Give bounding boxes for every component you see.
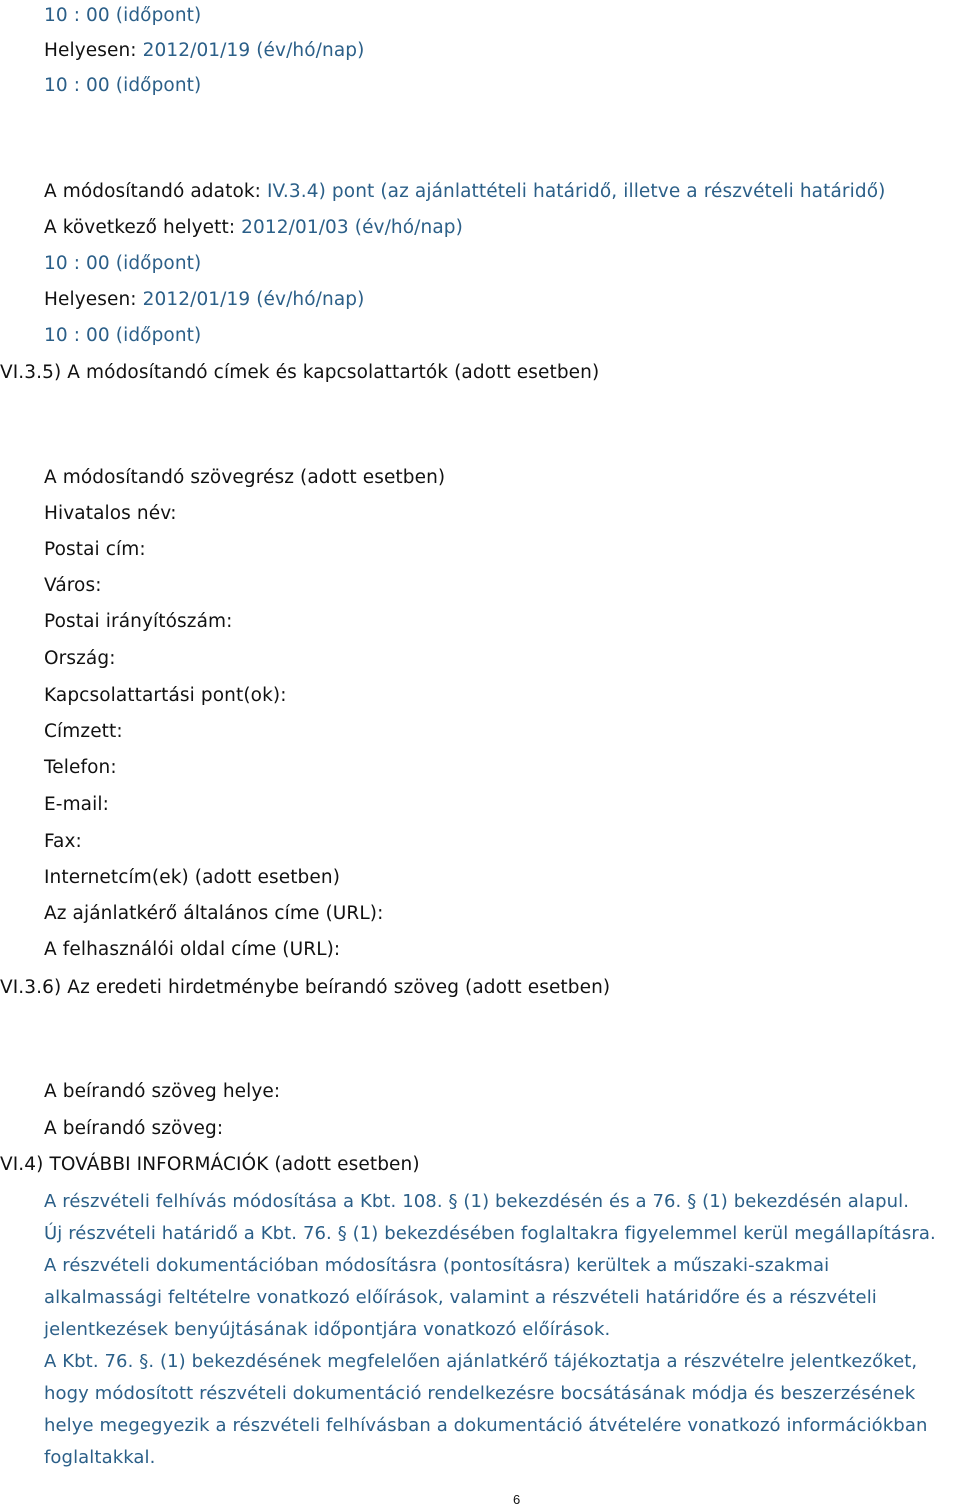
address-field: Kapcsolattartási pont(ok):: [44, 685, 287, 706]
time-line: 10 : 00 (időpont): [44, 5, 202, 26]
time-line: 10 : 00 (időpont): [44, 75, 202, 96]
modified-data-label: A módosítandó adatok:: [44, 181, 267, 202]
address-field: Ország:: [44, 648, 116, 669]
instead-time: 10 : 00 (időpont): [44, 253, 202, 274]
address-field: Postai cím:: [44, 539, 146, 560]
address-field: Postai irányítószám:: [44, 611, 233, 632]
address-field: Város:: [44, 575, 102, 596]
instead-line: [44, 216, 463, 240]
insert-field: A beírandó szöveg helye:: [44, 1081, 281, 1102]
insert-field: A beírandó szöveg:: [44, 1118, 224, 1139]
info-line: Új részvételi határidő a Kbt. 76. § (1) bekezdésében foglaltakra figyelemmel kerül megállapításra.: [44, 1223, 936, 1244]
section-heading-vi-3-5: VI.3.5) A módosítandó címek és kapcsolattartók (adott esetben): [0, 362, 600, 383]
address-field: A módosítandó szövegrész (adott esetben): [44, 467, 446, 488]
modified-data-ref: IV.3.4) pont (az ajánlattételi határidő, illetve a részvételi határidő): [267, 181, 886, 202]
address-field: E-mail:: [44, 794, 109, 815]
section-heading-vi-3-6: VI.3.6) Az eredeti hirdetménybe beírandó szöveg (adott esetben): [0, 977, 611, 998]
correct-date: 2012/01/19 (év/hó/nap): [142, 289, 365, 310]
page-number: 6: [513, 1492, 521, 1507]
info-line: A részvételi dokumentációban módosításra (pontosításra) kerültek a műszaki-szakmai: [44, 1255, 830, 1276]
modified-data-line: [44, 180, 885, 204]
info-line: foglaltakkal.: [44, 1447, 156, 1468]
info-line: A Kbt. 76. §. (1) bekezdésének megfelelően ajánlatkérő tájékoztatja a részvételre jelentkezőket,: [44, 1351, 918, 1372]
info-line: jelentkezések benyújtásának időpontjára vonatkozó előírások.: [44, 1319, 611, 1340]
instead-date: 2012/01/03 (év/hó/nap): [241, 217, 463, 238]
section-heading-vi-4: VI.4) TOVÁBBI INFORMÁCIÓK (adott esetben): [0, 1154, 420, 1175]
info-line: A részvételi felhívás módosítása a Kbt. 108. § (1) bekezdésén és a 76. § (1) bekezdésén alapul.: [44, 1191, 910, 1212]
instead-prefix: A következő helyett:: [44, 217, 242, 238]
info-line: alkalmassági feltételre vonatkozó előírások, valamint a részvételi határidőre és a részvételi: [44, 1287, 877, 1308]
info-line: helye megegyezik a részvételi felhívásban a dokumentáció átvételére vonatkozó információkban: [44, 1415, 928, 1436]
address-field: Címzett:: [44, 721, 123, 742]
correct-time: 10 : 00 (időpont): [44, 325, 202, 346]
correct-prefix: Helyesen:: [44, 289, 143, 310]
info-line: hogy módosított részvételi dokumentáció rendelkezésre bocsátásának módja és beszerzésének: [44, 1383, 916, 1404]
address-field: Fax:: [44, 831, 82, 852]
correction-line: [44, 39, 364, 63]
address-field: Telefon:: [44, 757, 117, 778]
correction-date: 2012/01/19 (év/hó/nap): [142, 40, 365, 61]
address-field: Hivatalos név:: [44, 503, 177, 524]
address-field: Internetcím(ek) (adott esetben): [44, 867, 341, 888]
correction-prefix: Helyesen:: [44, 40, 143, 61]
correct-line: [44, 288, 364, 312]
address-field: A felhasználói oldal címe (URL):: [44, 939, 341, 960]
address-field: Az ajánlatkérő általános címe (URL):: [44, 903, 384, 924]
